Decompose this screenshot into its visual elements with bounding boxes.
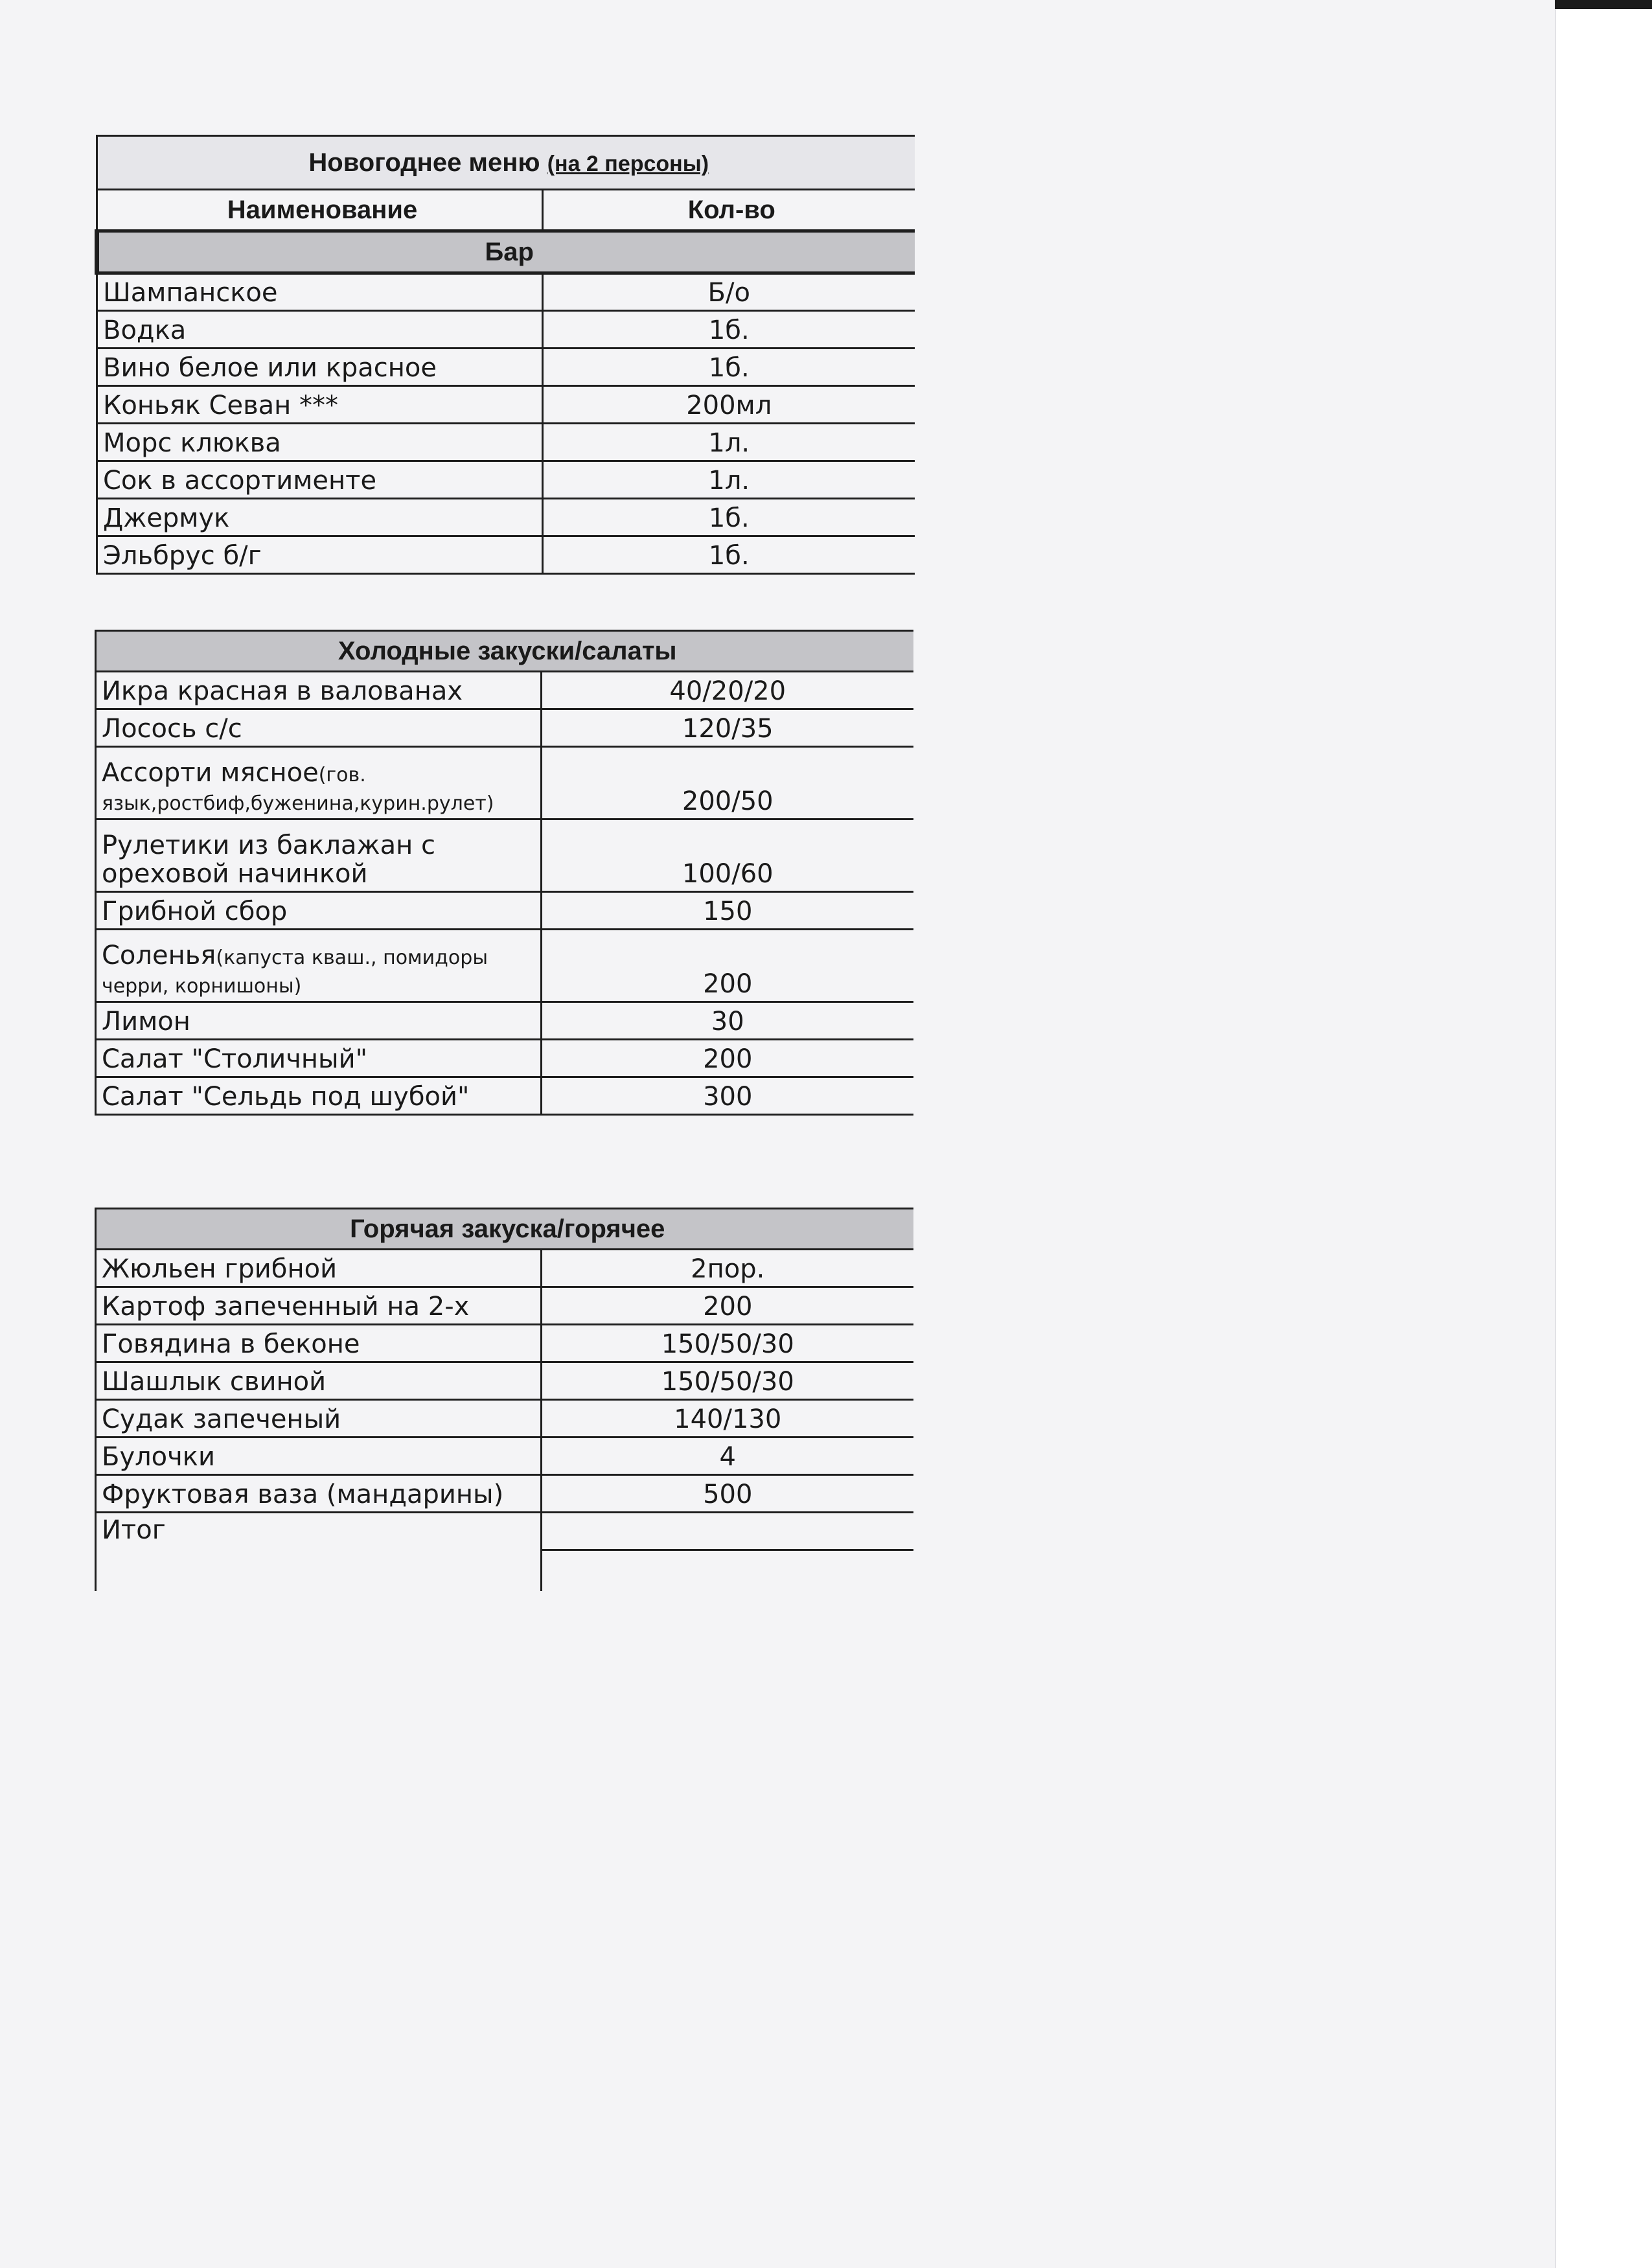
item-qty: 120/35: [542, 709, 913, 747]
table-row: [96, 709, 913, 747]
table-row: [97, 349, 915, 386]
bar-table: [95, 135, 915, 575]
item-name: Судак запеченый: [96, 1400, 542, 1438]
item-qty: 300: [542, 1077, 913, 1115]
item-name: Рулетики из баклажан с ореховой начинкой: [96, 819, 542, 892]
table-row: [97, 461, 915, 499]
item-qty: 200/50: [542, 747, 913, 819]
item-name: Картоф запеченный на 2-х: [96, 1287, 542, 1325]
item-qty: Б/о: [543, 273, 915, 311]
item-name: Морс клюква: [97, 424, 543, 461]
table-row: [96, 672, 913, 709]
item-qty: 1б.: [543, 349, 915, 386]
table-row: [96, 1040, 913, 1077]
menu-title-sub: (на 2 персоны): [547, 152, 709, 176]
item-qty: 150: [542, 892, 913, 930]
table-row: [96, 930, 913, 1002]
table-row: [97, 424, 915, 461]
item-qty: 200: [542, 930, 913, 1002]
item-name: Икра красная в валованах: [96, 672, 542, 709]
item-name: Коньяк Севан ***: [97, 386, 543, 424]
total-row: [96, 1513, 913, 1550]
item-name-text: Ассорти мясное: [102, 758, 319, 788]
item-qty: 1л.: [543, 424, 915, 461]
item-qty: 150/50/30: [542, 1325, 913, 1362]
section-header-cold: Холодные закуски/салаты: [96, 631, 913, 672]
item-name: Вино белое или красное: [97, 349, 543, 386]
table-row: [97, 499, 915, 536]
table-row: [96, 1475, 913, 1513]
item-name: Шашлык свиной: [96, 1362, 542, 1400]
column-header-name: Наименование: [97, 190, 543, 231]
item-note: (гов. язык,ростбиф,буженина,курин.рулет): [102, 764, 494, 815]
table-row: [97, 273, 915, 311]
table-row: [97, 386, 915, 424]
table-row: [96, 1250, 913, 1287]
item-qty: 100/60: [542, 819, 913, 892]
item-note: (капуста кваш., помидоры черри, корнишоны): [102, 946, 488, 998]
item-qty: 200мл: [543, 386, 915, 424]
table-row: [97, 536, 915, 574]
table-row: [96, 1400, 913, 1438]
item-name: Водка: [97, 311, 543, 349]
item-name: [96, 930, 542, 1002]
item-qty: 200: [542, 1287, 913, 1325]
item-name: Джермук: [97, 499, 543, 536]
section-header-bar: Бар: [97, 231, 915, 273]
table-row: [97, 311, 915, 349]
cold-table: [95, 630, 913, 1116]
table-row: [96, 1362, 913, 1400]
total-label: Итог: [96, 1513, 542, 1592]
table-row: [96, 1325, 913, 1362]
item-qty: 150/50/30: [542, 1362, 913, 1400]
item-name: Салат "Сельдь под шубой": [96, 1077, 542, 1115]
item-qty: 140/130: [542, 1400, 913, 1438]
item-name: Лосось с/с: [96, 709, 542, 747]
item-name: Жюльен грибной: [96, 1250, 542, 1287]
item-qty: 4: [542, 1438, 913, 1475]
item-name: Грибной сбор: [96, 892, 542, 930]
item-name: Булочки: [96, 1438, 542, 1475]
table-row: [96, 1077, 913, 1115]
menu-title-main: Новогоднее меню: [308, 148, 540, 177]
item-name-text: Соленья: [102, 941, 216, 970]
item-name: [96, 747, 542, 819]
table-row: [96, 892, 913, 930]
item-name: Фруктовая ваза (мандарины): [96, 1475, 542, 1513]
item-name: Говядина в беконе: [96, 1325, 542, 1362]
total-value: [542, 1513, 913, 1550]
item-qty: 30: [542, 1002, 913, 1040]
table-row: [96, 747, 913, 819]
item-name: Салат "Столичный": [96, 1040, 542, 1077]
item-qty: 1л.: [543, 461, 915, 499]
item-qty: 2пор.: [542, 1250, 913, 1287]
table-row: [96, 1287, 913, 1325]
table-row: [96, 1438, 913, 1475]
table-row: [96, 1002, 913, 1040]
section-header-hot: Горячая закуска/горячее: [96, 1209, 913, 1250]
item-qty: 1б.: [543, 536, 915, 574]
total-value-blank: [542, 1550, 913, 1592]
menu-title: [97, 136, 915, 190]
item-name: Лимон: [96, 1002, 542, 1040]
item-qty: 200: [542, 1040, 913, 1077]
item-name: Эльбрус б/г: [97, 536, 543, 574]
scan-corner: [1555, 0, 1652, 9]
column-header-qty: Кол-во: [543, 190, 915, 231]
item-name: Сок в ассортименте: [97, 461, 543, 499]
item-qty: 500: [542, 1475, 913, 1513]
item-qty: 40/20/20: [542, 672, 913, 709]
table-row: [96, 819, 913, 892]
item-qty: 1б.: [543, 499, 915, 536]
item-qty: 1б.: [543, 311, 915, 349]
page-edge: [1555, 0, 1652, 2268]
item-name: Шампанское: [97, 273, 543, 311]
hot-table: [95, 1208, 913, 1591]
